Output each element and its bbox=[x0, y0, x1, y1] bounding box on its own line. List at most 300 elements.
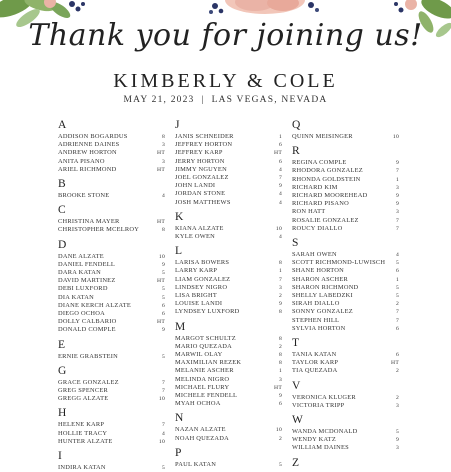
guest-name: TIA QUEZADA bbox=[292, 367, 338, 375]
section-letter: M bbox=[175, 320, 186, 333]
guest-name: SHANE HORTON bbox=[292, 267, 345, 275]
table-number: 5 bbox=[395, 429, 399, 436]
guest-name: ADDISON BOGARDUS bbox=[58, 133, 128, 140]
guest-name: RICHARD KIM bbox=[292, 183, 338, 191]
table-number: 7 bbox=[395, 217, 399, 224]
section-letter: E bbox=[58, 338, 66, 351]
guest-name: DIEGO OCHOA bbox=[58, 310, 105, 318]
table-number: 6 bbox=[161, 302, 165, 309]
table-number: 2 bbox=[395, 301, 399, 308]
guest-name: REGINA COMPLE bbox=[292, 159, 347, 167]
guest-name: INDIRA KATAN bbox=[58, 464, 106, 472]
event-separator: | bbox=[201, 95, 205, 105]
table-number: 6 bbox=[278, 158, 282, 165]
letter-group bbox=[58, 119, 165, 174]
guest-entry bbox=[58, 218, 165, 226]
letter-group bbox=[292, 337, 399, 376]
table-number: 7 bbox=[395, 317, 399, 324]
guest-name: WANDA MCDONALD bbox=[292, 428, 358, 436]
guest-name: LISA BRIGHT bbox=[175, 292, 217, 300]
guest-column-3 bbox=[292, 119, 399, 471]
guest-name: SONNY GONZALEZ bbox=[292, 308, 353, 316]
section-letter: C bbox=[58, 204, 66, 217]
guest-entry bbox=[175, 267, 282, 275]
table-number: 8 bbox=[278, 360, 282, 367]
table-number: 7 bbox=[395, 309, 399, 316]
table-number: 6 bbox=[395, 325, 399, 332]
table-number: 6 bbox=[278, 142, 282, 149]
guest-entry bbox=[292, 351, 399, 359]
letter-group bbox=[175, 245, 282, 316]
table-number: 9 bbox=[278, 301, 282, 308]
guest-entry bbox=[175, 190, 282, 198]
guest-name: SCOTT RICHMOND-LUWISCH bbox=[292, 259, 386, 267]
guest-name: WENDY KATZ bbox=[292, 436, 336, 444]
table-number: 8 bbox=[278, 335, 282, 342]
table-number: 7 bbox=[278, 276, 282, 283]
guest-name: DIANE KERCH ALZATE bbox=[58, 301, 132, 309]
guest-entry bbox=[58, 318, 165, 326]
guest-entry bbox=[175, 276, 282, 284]
guest-entry bbox=[58, 310, 165, 318]
table-number: 3 bbox=[161, 142, 165, 149]
section-letter: G bbox=[58, 364, 67, 377]
section-letter: D bbox=[58, 238, 67, 251]
guest-entry bbox=[58, 438, 165, 446]
table-number: 5 bbox=[161, 270, 165, 277]
guest-name: DANIEL FENDELL bbox=[58, 260, 116, 268]
guest-entry bbox=[58, 421, 165, 429]
table-number: 4 bbox=[161, 430, 165, 437]
event-details bbox=[0, 95, 451, 105]
table-number: 5 bbox=[161, 294, 165, 301]
letter-group bbox=[292, 414, 399, 453]
guest-entry bbox=[175, 359, 282, 367]
guest-entry bbox=[292, 259, 399, 267]
guest-name: NAZAN ALZATE bbox=[175, 426, 226, 434]
letter-group bbox=[175, 447, 282, 469]
guest-name: ERNIE GRABSTEIN bbox=[58, 352, 119, 360]
guest-entry bbox=[292, 367, 399, 375]
guest-entry bbox=[175, 199, 282, 207]
guest-name: DANE ALZATE bbox=[58, 252, 104, 260]
guest-name: SHARON RICHMOND bbox=[292, 283, 359, 291]
guest-name: HOLLIE TRACY bbox=[58, 429, 108, 437]
guest-column-2 bbox=[175, 119, 282, 469]
section-letter: J bbox=[175, 119, 180, 131]
guest-entry bbox=[292, 394, 399, 402]
guest-name: PAUL KATAN bbox=[175, 460, 217, 468]
guest-entry bbox=[175, 376, 282, 384]
guest-name: RICHARD PISANO bbox=[292, 200, 349, 208]
letter-group bbox=[58, 204, 165, 234]
guest-name: HELENE KARP bbox=[58, 421, 105, 429]
table-number: 9 bbox=[395, 201, 399, 208]
table-number: 5 bbox=[395, 293, 399, 300]
guest-name: GREG SPENCER bbox=[58, 387, 109, 395]
guest-name: SIRAH DIALLO bbox=[292, 300, 340, 308]
guest-entry bbox=[175, 392, 282, 400]
letter-group bbox=[292, 119, 399, 141]
guest-entry bbox=[58, 149, 165, 157]
guest-name: ROSALIE GONZALEZ bbox=[292, 216, 359, 224]
guest-entry bbox=[58, 166, 165, 174]
guest-name: LYNDSEY LUXFORD bbox=[175, 308, 240, 316]
table-number: 9 bbox=[278, 183, 282, 190]
table-number: 8 bbox=[278, 260, 282, 267]
guest-entry bbox=[175, 259, 282, 267]
table-number: 1 bbox=[278, 268, 282, 275]
guest-entry bbox=[292, 325, 399, 333]
section-letter: B bbox=[58, 178, 66, 191]
table-number: HT bbox=[157, 219, 165, 226]
table-number: 4 bbox=[278, 199, 282, 206]
guest-entry bbox=[175, 435, 282, 443]
guest-entry bbox=[175, 284, 282, 292]
letter-group bbox=[58, 178, 165, 200]
table-number: 10 bbox=[158, 396, 165, 403]
guest-name: MAXIMILIAN REZEK bbox=[175, 359, 242, 367]
guest-name: MARWIL OLAY bbox=[175, 351, 223, 359]
letter-group bbox=[58, 365, 165, 404]
table-number: 9 bbox=[395, 437, 399, 444]
guest-entry bbox=[292, 308, 399, 316]
table-number: 10 bbox=[392, 134, 399, 140]
table-number: 2 bbox=[278, 293, 282, 300]
table-number: 3 bbox=[395, 209, 399, 216]
table-number: HT bbox=[274, 150, 282, 157]
table-number: 10 bbox=[158, 253, 165, 260]
section-letter: K bbox=[175, 210, 184, 223]
guest-name: KIANA ALZATE bbox=[175, 224, 224, 232]
table-number: 8 bbox=[278, 309, 282, 316]
guest-entry bbox=[292, 300, 399, 308]
letter-group bbox=[58, 239, 165, 335]
guest-entry bbox=[292, 292, 399, 300]
section-letter: Q bbox=[292, 119, 301, 131]
guest-entry bbox=[175, 461, 282, 469]
guest-entry bbox=[58, 430, 165, 438]
guest-entry bbox=[175, 400, 282, 408]
guest-entry bbox=[58, 353, 165, 361]
table-number: 1 bbox=[395, 176, 399, 183]
guest-name: ADRIENNE DAINES bbox=[58, 141, 120, 149]
guest-name: LARISA BOWERS bbox=[175, 259, 230, 267]
table-number: 10 bbox=[158, 438, 165, 445]
table-number: 5 bbox=[395, 284, 399, 291]
guest-name: MICHAEL FLURY bbox=[175, 383, 230, 391]
guest-entry bbox=[292, 251, 399, 259]
guest-name: DAVID MARTINEZ bbox=[58, 277, 116, 285]
guest-entry bbox=[292, 184, 399, 192]
guest-entry bbox=[175, 225, 282, 233]
section-letter: W bbox=[292, 414, 303, 427]
table-number: 9 bbox=[395, 160, 399, 167]
table-number: 3 bbox=[161, 158, 165, 165]
guest-entry bbox=[175, 308, 282, 316]
guest-name: DARA KATAN bbox=[58, 269, 101, 277]
guest-name: LIAM GONZALEZ bbox=[175, 275, 231, 283]
letter-group bbox=[58, 339, 165, 361]
guest-name: MICHELE FENDELL bbox=[175, 392, 238, 400]
guest-name: MELANIE ASCHER bbox=[175, 367, 234, 375]
guest-entry bbox=[58, 379, 165, 387]
guest-entry bbox=[175, 166, 282, 174]
section-letter: I bbox=[58, 450, 62, 463]
guest-name: DIA KATAN bbox=[58, 293, 94, 301]
table-number: 3 bbox=[278, 284, 282, 291]
guest-name: JEFFREY KARP bbox=[175, 149, 223, 157]
guest-entry bbox=[175, 384, 282, 392]
guest-entry bbox=[58, 253, 165, 261]
guest-name: SHELLY LABEDZKI bbox=[292, 292, 353, 300]
guest-entry bbox=[292, 436, 399, 444]
guest-entry bbox=[175, 149, 282, 157]
guest-name: MARIO QUEZADA bbox=[175, 342, 233, 350]
table-number: 7 bbox=[395, 168, 399, 175]
table-number: 7 bbox=[278, 175, 282, 182]
guest-entry bbox=[292, 167, 399, 175]
guest-entry bbox=[58, 285, 165, 293]
table-number: 5 bbox=[395, 260, 399, 267]
table-number: 2 bbox=[395, 394, 399, 401]
guest-name: TANIA KATAN bbox=[292, 351, 337, 359]
guest-name: RHODORA GONZALEZ bbox=[292, 167, 363, 175]
letter-group bbox=[292, 380, 399, 410]
table-number: 2 bbox=[278, 343, 282, 350]
section-letter: S bbox=[292, 237, 299, 250]
event-location: LAS VEGAS, NEVADA bbox=[211, 95, 328, 105]
guest-name: KYLE OWEN bbox=[175, 233, 216, 241]
guest-name: DEBI LUXFORD bbox=[58, 285, 108, 293]
table-number: 9 bbox=[278, 393, 282, 400]
letter-group bbox=[175, 119, 282, 207]
guest-entry bbox=[175, 367, 282, 375]
guest-name: CHRISTINA MAYER bbox=[58, 218, 120, 226]
guest-name: VERONICA KLUGER bbox=[292, 393, 356, 401]
guest-entry bbox=[175, 133, 282, 141]
letter-group bbox=[292, 237, 399, 333]
table-number: 5 bbox=[161, 465, 165, 472]
guest-entry bbox=[292, 176, 399, 184]
table-number: 2 bbox=[395, 368, 399, 375]
guest-name: MYAH OCHOA bbox=[175, 400, 221, 408]
guest-name: NOAH QUEZADA bbox=[175, 434, 229, 442]
guest-entry bbox=[175, 141, 282, 149]
table-number: 4 bbox=[395, 252, 399, 259]
couple-names: KIMBERLY & COLE bbox=[113, 70, 338, 92]
guest-entry bbox=[292, 402, 399, 410]
table-number: 10 bbox=[275, 427, 282, 434]
guest-name: SYLVIA HORTON bbox=[292, 324, 346, 332]
guest-name: SHARON ASCHER bbox=[292, 275, 348, 283]
table-number: 5 bbox=[161, 353, 165, 360]
table-number: 3 bbox=[395, 445, 399, 452]
table-number: 8 bbox=[278, 352, 282, 359]
letter-group bbox=[58, 407, 165, 446]
guest-name: BROOKE STONE bbox=[58, 192, 110, 200]
guest-column-1 bbox=[58, 119, 165, 472]
guest-entry bbox=[58, 326, 165, 334]
letter-group bbox=[175, 211, 282, 241]
table-number: 4 bbox=[278, 234, 282, 241]
guest-name: ARIEL RICHMOND bbox=[58, 165, 117, 173]
guest-name: MELINDA NIGRO bbox=[175, 375, 230, 383]
table-number: 8 bbox=[161, 134, 165, 140]
letter-group bbox=[175, 321, 282, 409]
event-date: MAY 21, 2023 bbox=[123, 95, 195, 105]
guest-name: JOHN LANDI bbox=[175, 182, 216, 190]
section-letter: L bbox=[175, 245, 183, 258]
guest-entry bbox=[292, 267, 399, 275]
guest-name: DOLLY CALBARIO bbox=[58, 318, 117, 326]
guest-name: MARGOT SCHULTZ bbox=[175, 334, 236, 342]
table-number: 8 bbox=[161, 227, 165, 234]
guest-entry bbox=[292, 444, 399, 452]
letter-group bbox=[292, 145, 399, 233]
guest-entry bbox=[292, 208, 399, 216]
guest-entry bbox=[292, 284, 399, 292]
table-number: 5 bbox=[278, 461, 282, 468]
guest-name: TAYLOR KARP bbox=[292, 359, 339, 367]
guest-entry bbox=[175, 351, 282, 359]
table-number: 9 bbox=[161, 261, 165, 268]
table-number: 10 bbox=[275, 225, 282, 232]
guest-entry bbox=[292, 200, 399, 208]
guest-entry bbox=[58, 226, 165, 234]
table-number: 6 bbox=[395, 268, 399, 275]
guest-entry bbox=[58, 269, 165, 277]
letter-group bbox=[58, 450, 165, 472]
guest-name: HUNTER ALZATE bbox=[58, 437, 113, 445]
table-number: HT bbox=[391, 360, 399, 367]
guest-entry bbox=[58, 192, 165, 200]
thank-you-heading: Thank you for joining us! bbox=[28, 18, 423, 53]
guest-name: JOEL GONZALEZ bbox=[175, 174, 229, 182]
guest-name: JEFFREY HORTON bbox=[175, 141, 233, 149]
guest-name: ROUCY DIALLO bbox=[292, 224, 343, 232]
guest-entry bbox=[292, 359, 399, 367]
guest-name: VICTORIA TRIPP bbox=[292, 401, 345, 409]
table-number: 9 bbox=[395, 193, 399, 200]
guest-name: JORDAN STONE bbox=[175, 190, 226, 198]
guest-entry bbox=[58, 158, 165, 166]
table-number: HT bbox=[274, 384, 282, 391]
guest-name: ANDREW HORTON bbox=[58, 149, 117, 157]
guest-name: RON HATT bbox=[292, 208, 326, 216]
guest-entry bbox=[175, 158, 282, 166]
guest-entry bbox=[292, 192, 399, 200]
guest-entry bbox=[58, 395, 165, 403]
guest-entry bbox=[292, 159, 399, 167]
section-letter: V bbox=[292, 379, 301, 392]
table-number: 2 bbox=[278, 435, 282, 442]
guest-entry bbox=[175, 426, 282, 434]
guest-entry bbox=[175, 182, 282, 190]
guest-entry bbox=[58, 277, 165, 285]
table-number: 3 bbox=[278, 376, 282, 383]
guest-name: LARRY KARP bbox=[175, 267, 218, 275]
table-number: HT bbox=[157, 150, 165, 157]
guest-name: GREGG ALZATE bbox=[58, 395, 109, 403]
table-number: 1 bbox=[278, 368, 282, 375]
table-number: 7 bbox=[161, 388, 165, 395]
guest-name: CHRISTOPHER MCELROY bbox=[58, 226, 140, 234]
section-letter: N bbox=[175, 412, 184, 425]
table-number: 4 bbox=[278, 166, 282, 173]
guest-name: RICHARD MOOREHEAD bbox=[292, 192, 368, 200]
guest-name: JANIS SCHNEIDER bbox=[175, 133, 234, 140]
section-letter: Z bbox=[292, 456, 300, 469]
table-number: 7 bbox=[161, 379, 165, 386]
table-number: 3 bbox=[395, 402, 399, 409]
guest-entry bbox=[58, 387, 165, 395]
guest-entry bbox=[58, 294, 165, 302]
table-number: 6 bbox=[278, 401, 282, 408]
table-number: 4 bbox=[278, 191, 282, 198]
guest-name: JIMMY NGUYEN bbox=[175, 165, 227, 173]
guest-name: SARAH OWEN bbox=[292, 251, 337, 259]
guest-entry bbox=[292, 428, 399, 436]
guest-entry bbox=[292, 133, 399, 141]
table-number: 1 bbox=[278, 134, 282, 140]
guest-entry bbox=[175, 174, 282, 182]
guest-entry bbox=[58, 133, 165, 141]
guest-name: STEPHEN HILL bbox=[292, 316, 340, 324]
table-number: 7 bbox=[161, 422, 165, 429]
guest-name: RHONDA GOLDSTEIN bbox=[292, 175, 361, 183]
letter-group bbox=[292, 457, 399, 469]
section-letter: H bbox=[58, 407, 67, 420]
letter-group bbox=[175, 412, 282, 442]
guest-name: JERRY HORTON bbox=[175, 157, 225, 165]
table-number: 4 bbox=[161, 193, 165, 200]
guest-entry bbox=[58, 302, 165, 310]
guest-name: JOSH MATTHEWS bbox=[175, 198, 231, 206]
guest-entry bbox=[292, 317, 399, 325]
section-letter: P bbox=[175, 446, 182, 459]
table-number: 6 bbox=[161, 311, 165, 318]
guest-entry bbox=[292, 225, 399, 233]
section-letter: R bbox=[292, 145, 300, 158]
table-number: HT bbox=[157, 278, 165, 285]
guest-entry bbox=[58, 261, 165, 269]
table-number: 6 bbox=[395, 352, 399, 359]
guest-name: LOUISE LANDI bbox=[175, 300, 223, 308]
guest-entry bbox=[292, 276, 399, 284]
guest-entry bbox=[175, 292, 282, 300]
table-number: 7 bbox=[395, 225, 399, 232]
guest-name: GRACE GONZALEZ bbox=[58, 378, 119, 386]
guest-entry bbox=[292, 217, 399, 225]
guest-name: DONALD COMPLE bbox=[58, 326, 116, 334]
guest-name: WILLIAM DAINES bbox=[292, 444, 349, 452]
table-number: 9 bbox=[161, 327, 165, 334]
section-letter: T bbox=[292, 337, 300, 350]
guest-entry bbox=[58, 141, 165, 149]
table-number: 5 bbox=[161, 286, 165, 293]
table-number: HT bbox=[157, 166, 165, 173]
section-letter: A bbox=[58, 119, 67, 131]
guest-name: ANITA PISANO bbox=[58, 157, 105, 165]
guest-entry bbox=[175, 300, 282, 308]
guest-name: QUINN MEISINGER bbox=[292, 133, 353, 140]
table-number: 3 bbox=[395, 184, 399, 191]
guest-entry bbox=[58, 464, 165, 472]
table-number: HT bbox=[157, 319, 165, 326]
guest-entry bbox=[175, 335, 282, 343]
guest-name: LINDSEY NIGRO bbox=[175, 283, 228, 291]
